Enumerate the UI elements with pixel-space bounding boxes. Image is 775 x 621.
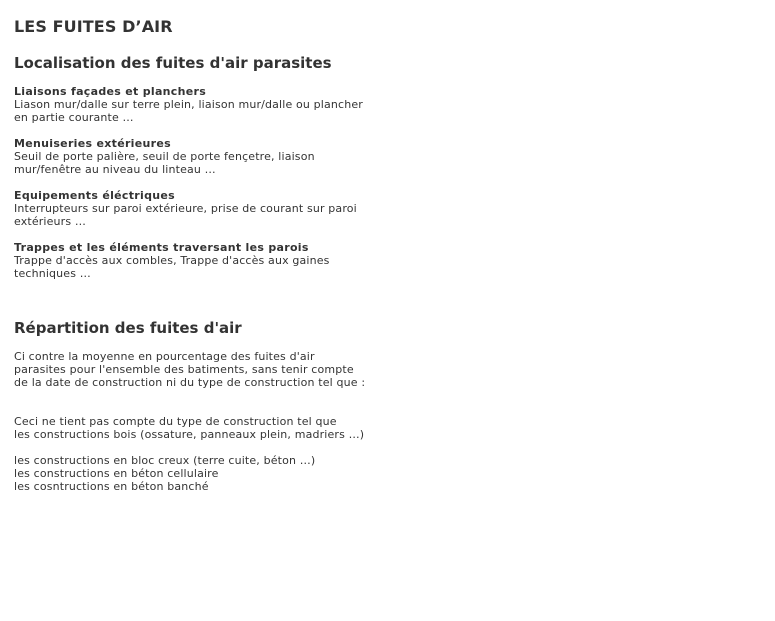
item-text-line: mur/fenêtre au niveau du linteau … xyxy=(14,163,216,176)
intro-line: parasites pour l'ensemble des batiments, sans tenir compte xyxy=(14,363,354,376)
localisation-item-menuiseries xyxy=(14,137,384,176)
repartition-title: Répartition des fuites d'air xyxy=(14,319,242,337)
item-text-line: Interrupteurs sur paroi extérieure, prise de courant sur paroi xyxy=(14,202,357,215)
item-heading: Liaisons façades et planchers xyxy=(14,85,207,98)
list-item: les constructions en béton cellulaire xyxy=(14,467,219,480)
item-heading: Menuiseries extérieures xyxy=(14,137,171,150)
list-item: les constructions en bloc creux (terre cuite, béton …) xyxy=(14,454,316,467)
repartition-note xyxy=(14,415,384,441)
item-text-line: Seuil de porte palière, seuil de porte fençetre, liaison xyxy=(14,150,315,163)
list-item: les cosntructions en béton banché xyxy=(14,480,209,493)
item-text-line: Trappe d'accès aux combles, Trappe d'accès aux gaines xyxy=(14,254,330,267)
note-line: Ceci ne tient pas compte du type de construction tel que xyxy=(14,415,337,428)
note-line: les constructions bois (ossature, panneaux plein, madriers …) xyxy=(14,428,365,441)
item-text-line: extérieurs … xyxy=(14,215,87,228)
item-heading: Trappes et les éléments traversant les parois xyxy=(14,241,309,254)
item-text-line: Liason mur/dalle sur terre plein, liaison mur/dalle ou plancher xyxy=(14,98,363,111)
localisation-item-facades xyxy=(14,85,384,124)
item-heading: Equipements éléctriques xyxy=(14,189,175,202)
item-text-line: techniques … xyxy=(14,267,91,280)
repartition-intro xyxy=(14,350,384,389)
localisation-item-trappes xyxy=(14,241,384,280)
item-text-line: en partie courante … xyxy=(14,111,134,124)
localisation-item-electrique xyxy=(14,189,384,228)
localisation-title: Localisation des fuites d'air parasites xyxy=(14,54,332,72)
construction-list xyxy=(14,454,384,493)
intro-line: Ci contre la moyenne en pourcentage des fuites d'air xyxy=(14,350,315,363)
page-title: LES FUITES D’AIR xyxy=(14,17,173,36)
intro-line: de la date de construction ni du type de construction tel que : xyxy=(14,376,366,389)
